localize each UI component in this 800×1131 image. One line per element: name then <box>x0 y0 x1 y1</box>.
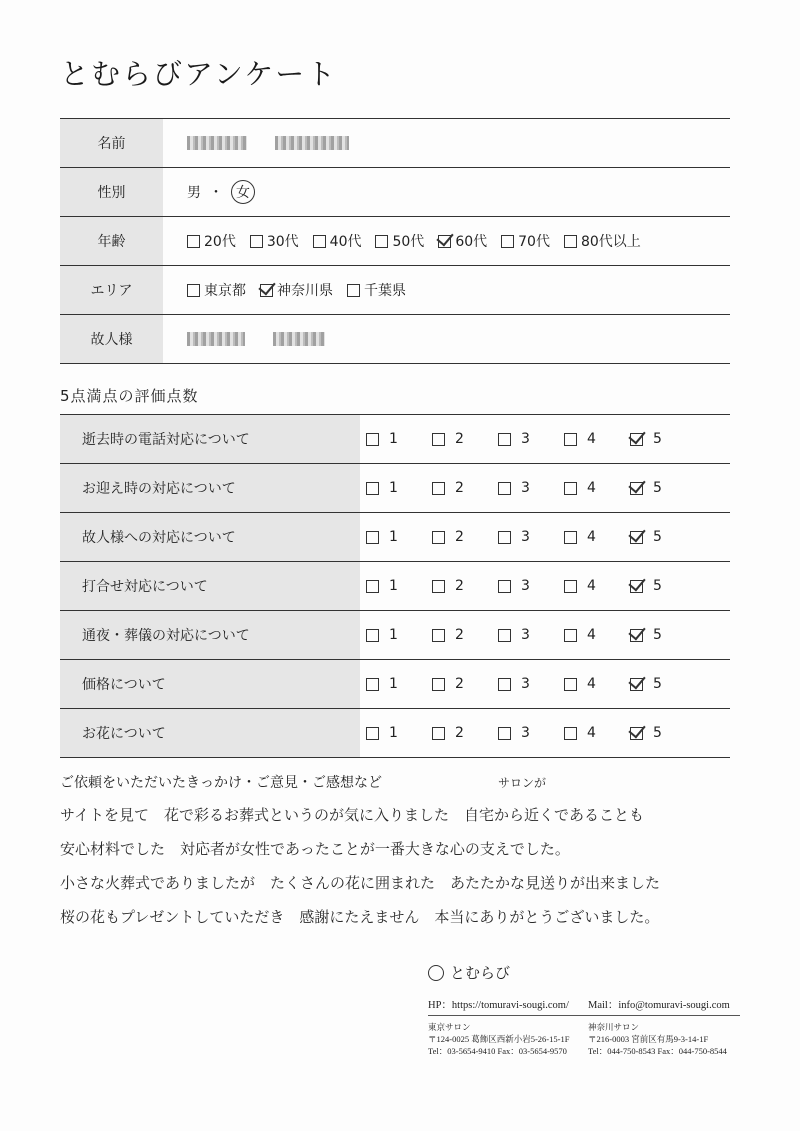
option-label: 神奈川県 <box>277 283 333 299</box>
option-label: 2 <box>455 480 464 496</box>
kanagawa-salon-name: 神奈川サロン <box>588 1022 640 1032</box>
rating-label: 通夜・葬儀の対応について <box>60 611 360 659</box>
option-label: 2 <box>455 529 464 545</box>
rating-option-4[interactable] <box>564 627 630 643</box>
gender-value <box>163 168 730 216</box>
checkbox-icon[interactable] <box>564 482 577 495</box>
comments-title: ご依頼をいただいたきっかけ・ご意見・ご感想など <box>60 775 382 791</box>
rating-option-5[interactable] <box>630 480 696 496</box>
option-label: 4 <box>587 627 596 643</box>
redacted-deceased-2 <box>273 332 325 346</box>
checkbox-icon[interactable] <box>187 235 200 248</box>
option-label: 3 <box>521 725 530 741</box>
checkbox-icon[interactable] <box>498 678 511 691</box>
rating-option-3[interactable] <box>498 431 564 447</box>
footer-brand: とむらび <box>450 964 511 982</box>
footer-logo <box>428 962 510 983</box>
comment-line: 桜の花もプレゼントしていただき 感謝にたえません 本当にありがとうございました。 <box>60 908 660 926</box>
rating-option-4[interactable] <box>564 529 630 545</box>
info-table <box>60 118 730 364</box>
footer-divider <box>428 1015 740 1016</box>
checkbox-icon[interactable] <box>432 482 445 495</box>
rating-options <box>360 415 730 463</box>
kanagawa-salon-tel: Tel：044-750-8543 Fax：044-750-8544 <box>588 1046 727 1056</box>
option-千葉県[interactable] <box>347 280 406 300</box>
checkbox-icon[interactable] <box>366 433 379 446</box>
checkbox-icon[interactable] <box>501 235 514 248</box>
checked-checkbox-icon[interactable] <box>630 482 643 495</box>
page-title: とむらびアンケート <box>60 57 338 91</box>
rating-label: 価格について <box>60 660 360 708</box>
rating-option-5[interactable] <box>630 578 696 594</box>
option-label: 東京都 <box>204 283 246 299</box>
rating-option-1[interactable] <box>366 725 432 741</box>
rating-row <box>60 561 730 610</box>
rating-option-1[interactable] <box>366 431 432 447</box>
option-label: 50代 <box>392 234 425 250</box>
checkbox-icon[interactable] <box>498 482 511 495</box>
gender-female-circled[interactable]: 女 <box>231 180 255 204</box>
rating-option-2[interactable] <box>432 676 498 692</box>
rating-option-1[interactable] <box>366 480 432 496</box>
option-東京都[interactable] <box>187 280 246 300</box>
option-label: 5 <box>653 431 662 447</box>
tokyo-salon <box>428 1021 569 1057</box>
rating-label: お花について <box>60 709 360 757</box>
rating-option-5[interactable] <box>630 725 696 741</box>
rating-table <box>60 414 730 758</box>
option-label: 3 <box>521 529 530 545</box>
option-label: 1 <box>389 578 398 594</box>
option-label: 3 <box>521 676 530 692</box>
option-50代[interactable] <box>375 231 424 251</box>
rating-options <box>360 709 730 757</box>
rating-option-2[interactable] <box>432 627 498 643</box>
checkbox-icon[interactable] <box>498 580 511 593</box>
option-label: 5 <box>653 627 662 643</box>
rating-section-title: 5点満点の評価点数 <box>60 387 199 405</box>
rating-option-2[interactable] <box>432 529 498 545</box>
rating-label: 逝去時の電話対応について <box>60 415 360 463</box>
checkbox-icon[interactable] <box>347 284 360 297</box>
rating-option-2[interactable] <box>432 725 498 741</box>
option-label: 70代 <box>518 234 550 250</box>
option-label: 5 <box>653 578 662 594</box>
option-label: 5 <box>653 725 662 741</box>
comments-text <box>60 798 760 934</box>
name-row <box>60 118 730 167</box>
footer-mail: Mail：info@tomuravi-sougi.com <box>588 1000 730 1011</box>
option-label: 4 <box>587 676 596 692</box>
option-label: 3 <box>521 431 530 447</box>
option-label: 1 <box>389 676 398 692</box>
rating-row <box>60 659 730 708</box>
option-label: 2 <box>455 578 464 594</box>
rating-option-3[interactable] <box>498 480 564 496</box>
rating-option-5[interactable] <box>630 431 696 447</box>
age-label: 年齢 <box>60 217 163 265</box>
option-40代[interactable] <box>313 231 362 251</box>
redacted-name-2 <box>275 136 349 150</box>
rating-option-4[interactable] <box>564 431 630 447</box>
checkbox-icon[interactable] <box>498 727 511 740</box>
checkbox-icon[interactable] <box>366 629 379 642</box>
flower-logo-icon <box>428 965 444 981</box>
option-label: 千葉県 <box>364 283 406 299</box>
redacted-name-1 <box>187 136 247 150</box>
option-label: 60代 <box>455 234 488 250</box>
checkbox-icon[interactable] <box>432 629 445 642</box>
checked-checkbox-icon[interactable] <box>260 284 273 297</box>
option-label: 2 <box>455 627 464 643</box>
checked-checkbox-icon[interactable] <box>438 235 451 248</box>
option-70代[interactable] <box>501 231 550 251</box>
tokyo-salon-tel: Tel：03-5654-9410 Fax：03-5654-9570 <box>428 1046 567 1056</box>
checkbox-icon[interactable] <box>564 235 577 248</box>
option-label: 1 <box>389 725 398 741</box>
option-label: 1 <box>389 431 398 447</box>
rating-options <box>360 464 730 512</box>
rating-option-1[interactable] <box>366 627 432 643</box>
checkbox-icon[interactable] <box>250 235 263 248</box>
comment-line: サイトを見て 花で彩るお葬式というのが気に入りました 自宅から近くであることも <box>60 806 644 824</box>
rating-row <box>60 512 730 561</box>
checked-checkbox-icon[interactable] <box>630 433 643 446</box>
option-label: 2 <box>455 725 464 741</box>
option-label: 2 <box>455 431 464 447</box>
option-label: 1 <box>389 480 398 496</box>
option-label: 20代 <box>204 234 236 250</box>
checkbox-icon[interactable] <box>366 580 379 593</box>
option-label: 4 <box>587 578 596 594</box>
rating-row <box>60 610 730 659</box>
rating-option-2[interactable] <box>432 578 498 594</box>
option-label: 30代 <box>266 234 299 250</box>
rating-option-3[interactable] <box>498 529 564 545</box>
redacted-deceased-1 <box>187 332 245 346</box>
rating-option-4[interactable] <box>564 578 630 594</box>
age-options <box>163 217 730 265</box>
area-label: エリア <box>60 266 163 314</box>
checkbox-icon[interactable] <box>564 727 577 740</box>
deceased-row <box>60 314 730 364</box>
checkbox-icon[interactable] <box>498 629 511 642</box>
rating-label: 打合せ対応について <box>60 562 360 610</box>
option-label: 4 <box>587 431 596 447</box>
checkbox-icon[interactable] <box>498 531 511 544</box>
option-80代以上[interactable] <box>564 231 641 251</box>
option-20代[interactable] <box>187 231 236 251</box>
option-30代[interactable] <box>250 231 299 251</box>
checkbox-icon[interactable] <box>187 284 200 297</box>
checked-checkbox-icon[interactable] <box>630 531 643 544</box>
option-神奈川県[interactable] <box>260 280 333 300</box>
area-row <box>60 265 730 314</box>
checkbox-icon[interactable] <box>564 629 577 642</box>
option-label: 40代 <box>329 234 362 250</box>
comment-line: 安心材料でした 対応者が女性であったことが一番大きな心の支えでした。 <box>60 840 570 858</box>
rating-option-4[interactable] <box>564 480 630 496</box>
checked-checkbox-icon[interactable] <box>630 580 643 593</box>
rating-option-2[interactable] <box>432 431 498 447</box>
gender-label: 性別 <box>60 168 163 216</box>
checkbox-icon[interactable] <box>366 531 379 544</box>
tokyo-salon-address: 〒124-0025 葛飾区西新小岩5-26-15-1F <box>428 1034 570 1044</box>
option-label: 80代以上 <box>580 234 641 250</box>
checkbox-icon[interactable] <box>366 482 379 495</box>
handwritten-insert-note: サロンが <box>498 776 547 790</box>
kanagawa-salon-address: 〒216-0003 宮前区有馬9-3-14-1F <box>588 1034 709 1044</box>
gender-male[interactable]: 男 <box>187 185 201 201</box>
option-label: 4 <box>587 725 596 741</box>
option-label: 3 <box>521 480 530 496</box>
rating-options <box>360 562 730 610</box>
checkbox-icon[interactable] <box>564 531 577 544</box>
checked-checkbox-icon[interactable] <box>630 629 643 642</box>
checkbox-icon[interactable] <box>564 580 577 593</box>
option-60代[interactable] <box>438 231 487 251</box>
option-label: 4 <box>587 480 596 496</box>
checked-checkbox-icon[interactable] <box>630 678 643 691</box>
checkbox-icon[interactable] <box>498 433 511 446</box>
name-label: 名前 <box>60 119 163 167</box>
checkbox-icon[interactable] <box>313 235 326 248</box>
age-row <box>60 216 730 265</box>
option-label: 1 <box>389 529 398 545</box>
option-label: 4 <box>587 529 596 545</box>
rating-option-5[interactable] <box>630 676 696 692</box>
rating-option-3[interactable] <box>498 725 564 741</box>
gender-row <box>60 167 730 216</box>
name-value <box>163 119 730 167</box>
option-label: 2 <box>455 676 464 692</box>
option-label: 3 <box>521 578 530 594</box>
option-label: 5 <box>653 676 662 692</box>
option-label: 5 <box>653 529 662 545</box>
rating-option-3[interactable] <box>498 676 564 692</box>
checkbox-icon[interactable] <box>432 678 445 691</box>
tokyo-salon-name: 東京サロン <box>428 1022 471 1032</box>
deceased-label: 故人様 <box>60 315 163 363</box>
checkbox-icon[interactable] <box>432 531 445 544</box>
checkbox-icon[interactable] <box>564 678 577 691</box>
checkbox-icon[interactable] <box>432 433 445 446</box>
option-label: 5 <box>653 480 662 496</box>
rating-option-2[interactable] <box>432 480 498 496</box>
option-label: 1 <box>389 627 398 643</box>
rating-option-5[interactable] <box>630 529 696 545</box>
rating-options <box>360 611 730 659</box>
checkbox-icon[interactable] <box>375 235 388 248</box>
checkbox-icon[interactable] <box>564 433 577 446</box>
checkbox-icon[interactable] <box>432 580 445 593</box>
gender-separator: ・ <box>209 185 223 201</box>
rating-options <box>360 513 730 561</box>
checkbox-icon[interactable] <box>366 678 379 691</box>
rating-option-1[interactable] <box>366 578 432 594</box>
checkbox-icon[interactable] <box>366 727 379 740</box>
rating-option-5[interactable] <box>630 627 696 643</box>
area-options <box>163 266 730 314</box>
rating-option-1[interactable] <box>366 676 432 692</box>
rating-option-4[interactable] <box>564 725 630 741</box>
rating-row <box>60 708 730 758</box>
footer-hp: HP：https://tomuravi-sougi.com/ <box>428 1000 569 1011</box>
rating-row <box>60 414 730 463</box>
rating-row <box>60 463 730 512</box>
option-label: 3 <box>521 627 530 643</box>
rating-option-3[interactable] <box>498 578 564 594</box>
rating-option-1[interactable] <box>366 529 432 545</box>
rating-option-4[interactable] <box>564 676 630 692</box>
checked-checkbox-icon[interactable] <box>630 727 643 740</box>
kanagawa-salon <box>588 1021 727 1057</box>
rating-label: お迎え時の対応について <box>60 464 360 512</box>
rating-label: 故人様への対応について <box>60 513 360 561</box>
comment-line: 小さな火葬式でありましたが たくさんの花に囲まれた あたたかな見送りが出来ました <box>60 874 661 892</box>
checkbox-icon[interactable] <box>432 727 445 740</box>
rating-options <box>360 660 730 708</box>
rating-option-3[interactable] <box>498 627 564 643</box>
deceased-value <box>163 315 730 363</box>
